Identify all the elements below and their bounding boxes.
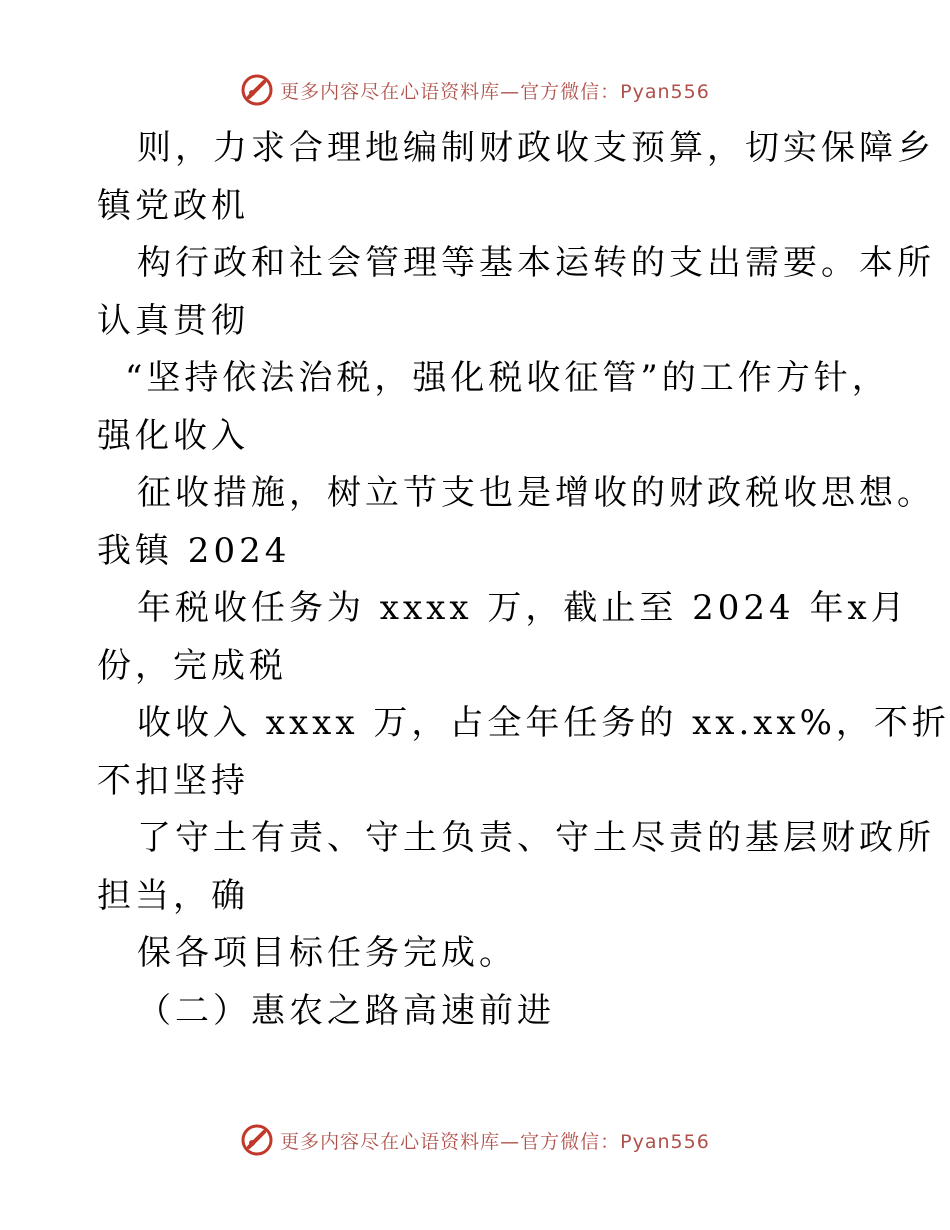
paragraph-line: 征收措施，树立节支也是增收的财政税收思想。 bbox=[137, 473, 935, 513]
header-banner bbox=[0, 70, 950, 110]
paragraph-line: 强化收入 bbox=[97, 415, 249, 456]
paragraph-line: 担当，确 bbox=[97, 875, 249, 916]
red-seal-logo-icon bbox=[240, 1123, 274, 1157]
header-banner-text: 更多内容尽在心语资料库—官方微信：Pyan556 bbox=[280, 80, 710, 103]
red-seal-logo-icon bbox=[240, 73, 274, 107]
paragraph-line: “坚持依法治税，强化税收征管”的工作方针， bbox=[125, 358, 890, 398]
footer-banner-text: 更多内容尽在心语资料库—官方微信：Pyan556 bbox=[280, 1130, 710, 1153]
footer-banner bbox=[0, 1120, 950, 1160]
section-heading: （二）惠农之路高速前进 bbox=[137, 990, 555, 1031]
paragraph-line: 保各项目标任务完成。 bbox=[137, 933, 517, 973]
document-body bbox=[97, 120, 950, 1040]
paragraph-line: 构行政和社会管理等基本运转的支出需要。本所 bbox=[137, 243, 935, 283]
paragraph-line: 镇党政机 bbox=[97, 185, 249, 226]
paragraph-line: 份，完成税 bbox=[97, 645, 287, 686]
paragraph-line: 认真贯彻 bbox=[97, 300, 249, 341]
paragraph-line: 则，力求合理地编制财政收支预算，切实保障乡 bbox=[137, 128, 935, 168]
paragraph-line: 我镇 2024 bbox=[97, 530, 291, 571]
paragraph-line: 不扣坚持 bbox=[97, 760, 249, 801]
paragraph-line: 了守土有责、守土负责、守土尽责的基层财政所 bbox=[137, 818, 935, 858]
paragraph-line: 年税收任务为 xxxx 万，截止至 2024 年x月 bbox=[137, 588, 909, 628]
paragraph-line: 收收入 xxxx 万，占全年任务的 xx.xx%，不折 bbox=[137, 703, 950, 743]
